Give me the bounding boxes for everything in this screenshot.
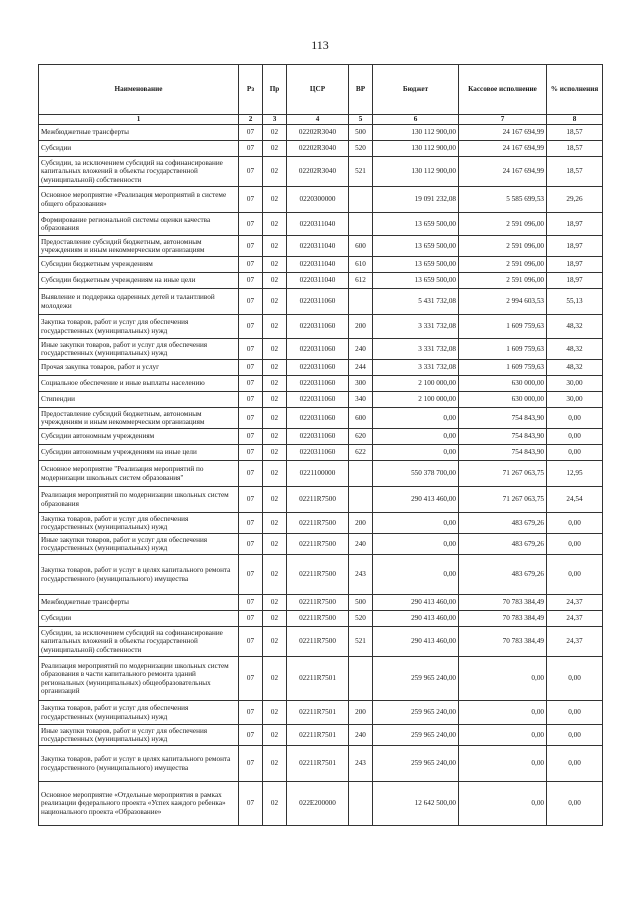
cell-budget: 290 413 460,00 [373,595,459,611]
cell-pct: 24,37 [547,627,603,657]
cell-kassa: 483 679,26 [459,513,547,534]
cell-vr: 620 [349,429,373,445]
cell-pr: 02 [263,376,287,392]
cell-pct: 0,00 [547,513,603,534]
cell-pr: 02 [263,725,287,746]
cell-kassa: 24 167 694,99 [459,157,547,187]
cell-pr: 02 [263,555,287,595]
cell-vr [349,782,373,826]
table-row [39,657,603,701]
cell-budget: 13 659 500,00 [373,213,459,236]
cell-name: Субсидии, за исключением субсидий на софинансирование капитальных вложений в объекты государственной (муниципальной) собственности [39,157,239,187]
cell-name: Иные закупки товаров, работ и услуг для обеспечения государственных (муниципальных) нужд [39,725,239,746]
cell-kassa: 630 000,00 [459,392,547,408]
cell-pct: 48,32 [547,360,603,376]
table-row [39,487,603,513]
cell-rz: 07 [239,125,263,141]
cell-vr [349,461,373,487]
cell-budget: 0,00 [373,445,459,461]
cell-pct: 0,00 [547,657,603,701]
cell-kassa: 1 609 759,63 [459,339,547,360]
cell-pct: 18,57 [547,141,603,157]
cell-rz: 07 [239,236,263,257]
cell-name: Закупка товаров, работ и услуг для обеспечения государственных (муниципальных) нужд [39,513,239,534]
cell-name: Основное мероприятие «Отдельные мероприятия в рамках реализации федерального проекта «Успех каждого ребенка» национального проекта «Образование» [39,782,239,826]
cell-vr: 500 [349,595,373,611]
cell-budget: 290 413 460,00 [373,611,459,627]
cell-vr: 200 [349,701,373,725]
cell-budget: 0,00 [373,408,459,429]
cell-pct: 18,97 [547,213,603,236]
cell-name: Межбюджетные трансферты [39,595,239,611]
table-row [39,746,603,782]
cell-vr: 520 [349,611,373,627]
cell-name: Субсидии автономным учреждениям на иные цели [39,445,239,461]
cell-rz: 07 [239,392,263,408]
cell-rz: 07 [239,611,263,627]
cell-csr: 0221100000 [287,461,349,487]
column-number: 1 [39,115,239,125]
cell-budget: 0,00 [373,555,459,595]
cell-csr: 02211R7500 [287,595,349,611]
cell-kassa: 2 591 096,00 [459,273,547,289]
cell-csr: 02211R7500 [287,611,349,627]
table-row [39,445,603,461]
cell-name: Субсидии бюджетным учреждениям [39,257,239,273]
cell-kassa: 754 843,90 [459,429,547,445]
cell-pct: 24,37 [547,611,603,627]
table-row [39,408,603,429]
cell-pct: 0,00 [547,725,603,746]
cell-pr: 02 [263,289,287,315]
cell-pct: 12,95 [547,461,603,487]
cell-pr: 02 [263,257,287,273]
cell-pr: 02 [263,627,287,657]
cell-pct: 18,97 [547,257,603,273]
page-number: 113 [311,38,329,52]
cell-csr: 02211R7500 [287,555,349,595]
cell-budget: 259 965 240,00 [373,725,459,746]
cell-budget: 0,00 [373,534,459,555]
cell-pct: 0,00 [547,408,603,429]
cell-rz: 07 [239,187,263,213]
cell-pct: 0,00 [547,534,603,555]
cell-vr: 521 [349,627,373,657]
cell-pct: 18,57 [547,157,603,187]
cell-name: Субсидии [39,611,239,627]
cell-vr: 243 [349,555,373,595]
cell-budget: 259 965 240,00 [373,657,459,701]
cell-kassa: 24 167 694,99 [459,141,547,157]
cell-vr: 300 [349,376,373,392]
cell-rz: 07 [239,782,263,826]
cell-pct: 48,32 [547,315,603,339]
cell-csr: 0220311040 [287,236,349,257]
cell-csr: 0220311060 [287,339,349,360]
cell-kassa: 1 609 759,63 [459,315,547,339]
cell-kassa: 630 000,00 [459,376,547,392]
cell-pr: 02 [263,408,287,429]
cell-budget: 13 659 500,00 [373,236,459,257]
cell-name: Субсидии [39,141,239,157]
cell-vr: 340 [349,392,373,408]
cell-csr: 022E200000 [287,782,349,826]
cell-vr: 200 [349,513,373,534]
cell-csr: 0220311060 [287,289,349,315]
table-row [39,273,603,289]
table-row [39,461,603,487]
table-row [39,627,603,657]
cell-vr: 622 [349,445,373,461]
cell-rz: 07 [239,445,263,461]
table-row [39,534,603,555]
table-row [39,213,603,236]
table-row [39,257,603,273]
cell-pct: 0,00 [547,782,603,826]
cell-kassa: 483 679,26 [459,534,547,555]
column-number: 3 [263,115,287,125]
cell-rz: 07 [239,487,263,513]
cell-csr: 02202R3040 [287,157,349,187]
cell-csr: 0220311040 [287,213,349,236]
cell-pr: 02 [263,611,287,627]
cell-kassa: 2 591 096,00 [459,257,547,273]
cell-rz: 07 [239,289,263,315]
cell-pr: 02 [263,213,287,236]
cell-name: Реализация мероприятий по модернизации школьных систем образования [39,487,239,513]
cell-csr: 02211R7500 [287,487,349,513]
cell-rz: 07 [239,273,263,289]
cell-rz: 07 [239,315,263,339]
cell-budget: 2 100 000,00 [373,376,459,392]
table-row [39,125,603,141]
cell-vr: 243 [349,746,373,782]
cell-rz: 07 [239,408,263,429]
cell-kassa: 70 783 384,49 [459,611,547,627]
cell-budget: 290 413 460,00 [373,487,459,513]
cell-name: Межбюджетные трансферты [39,125,239,141]
cell-name: Субсидии бюджетным учреждениям на иные цели [39,273,239,289]
cell-rz: 07 [239,746,263,782]
cell-pr: 02 [263,141,287,157]
budget-execution-table [38,64,603,826]
header-kassa: Кассовое исполнение [459,65,547,115]
table-row [39,157,603,187]
cell-name: Реализация мероприятий по модернизации школьных систем образования в части капитального ремонта зданий региональных (муниципальных) общеобразовательных организаций [39,657,239,701]
cell-name: Иные закупки товаров, работ и услуг для обеспечения государственных (муниципальных) нужд [39,534,239,555]
table-row [39,339,603,360]
cell-name: Закупка товаров, работ и услуг в целях капитального ремонта государственного (муниципального) имущества [39,746,239,782]
cell-pct: 30,00 [547,376,603,392]
cell-vr: 600 [349,408,373,429]
cell-csr: 02211R7500 [287,534,349,555]
table-row [39,236,603,257]
cell-budget: 130 112 900,00 [373,157,459,187]
cell-csr: 02211R7501 [287,657,349,701]
cell-csr: 02202R3040 [287,125,349,141]
cell-kassa: 24 167 694,99 [459,125,547,141]
cell-budget: 0,00 [373,513,459,534]
cell-csr: 0220311060 [287,315,349,339]
cell-pr: 02 [263,445,287,461]
cell-csr: 0220311060 [287,392,349,408]
cell-budget: 259 965 240,00 [373,746,459,782]
cell-pr: 02 [263,461,287,487]
table-row [39,429,603,445]
table-row [39,392,603,408]
header-csr: ЦСР [287,65,349,115]
table-row [39,513,603,534]
header-pct: % исполнения [547,65,603,115]
cell-csr: 0220311060 [287,408,349,429]
cell-pr: 02 [263,187,287,213]
table-row [39,141,603,157]
cell-budget: 259 965 240,00 [373,701,459,725]
cell-name: Стипендии [39,392,239,408]
cell-budget: 290 413 460,00 [373,627,459,657]
cell-csr: 0220311060 [287,376,349,392]
cell-budget: 13 659 500,00 [373,273,459,289]
cell-pr: 02 [263,701,287,725]
cell-kassa: 754 843,90 [459,445,547,461]
header-row [39,65,603,115]
cell-budget: 130 112 900,00 [373,125,459,141]
cell-pct: 0,00 [547,746,603,782]
cell-budget: 3 331 732,08 [373,339,459,360]
cell-rz: 07 [239,513,263,534]
cell-budget: 12 642 500,00 [373,782,459,826]
cell-rz: 07 [239,157,263,187]
cell-budget: 3 331 732,08 [373,315,459,339]
cell-pr: 02 [263,360,287,376]
table-row [39,187,603,213]
cell-name: Закупка товаров, работ и услуг для обеспечения государственных (муниципальных) нужд [39,315,239,339]
cell-rz: 07 [239,627,263,657]
cell-pr: 02 [263,339,287,360]
table-row [39,725,603,746]
cell-csr: 0220311040 [287,273,349,289]
cell-csr: 0220311060 [287,445,349,461]
cell-name: Субсидии, за исключением субсидий на софинансирование капитальных вложений в объекты государственной (муниципальной) собственности [39,627,239,657]
cell-pct: 18,97 [547,236,603,257]
cell-pct: 0,00 [547,445,603,461]
cell-vr: 600 [349,236,373,257]
header-vr: ВР [349,65,373,115]
cell-pr: 02 [263,595,287,611]
cell-kassa: 71 267 063,75 [459,461,547,487]
cell-pct: 24,37 [547,595,603,611]
table-row [39,555,603,595]
cell-vr: 240 [349,725,373,746]
cell-pr: 02 [263,157,287,187]
cell-rz: 07 [239,534,263,555]
cell-name: Предоставление субсидий бюджетным, автономным учреждениям и иным некоммерческим организациям [39,408,239,429]
cell-name: Основное мероприятие «Реализация мероприятий в системе общего образования» [39,187,239,213]
cell-rz: 07 [239,339,263,360]
cell-pr: 02 [263,392,287,408]
column-number: 4 [287,115,349,125]
cell-kassa: 2 591 096,00 [459,213,547,236]
cell-name: Прочая закупка товаров, работ и услуг [39,360,239,376]
header-name: Наименование [39,65,239,115]
cell-kassa: 754 843,90 [459,408,547,429]
column-number-row [39,115,603,125]
cell-name: Основное мероприятие "Реализация мероприятий по модернизации школьных систем образования" [39,461,239,487]
column-number: 5 [349,115,373,125]
cell-kassa: 0,00 [459,701,547,725]
cell-budget: 550 378 700,00 [373,461,459,487]
cell-pr: 02 [263,273,287,289]
header-budget: Бюджет [373,65,459,115]
cell-vr [349,187,373,213]
cell-pct: 48,32 [547,339,603,360]
cell-kassa: 71 267 063,75 [459,487,547,513]
cell-name: Закупка товаров, работ и услуг в целях капитального ремонта государственного (муниципального) имущества [39,555,239,595]
cell-pr: 02 [263,513,287,534]
cell-kassa: 0,00 [459,657,547,701]
cell-rz: 07 [239,429,263,445]
cell-budget: 5 431 732,08 [373,289,459,315]
cell-rz: 07 [239,213,263,236]
cell-vr [349,289,373,315]
cell-csr: 0220311060 [287,429,349,445]
cell-vr: 520 [349,141,373,157]
cell-kassa: 0,00 [459,782,547,826]
cell-name: Предоставление субсидий бюджетным, автономным учреждениям и иным некоммерческим организациям [39,236,239,257]
table-row [39,315,603,339]
cell-kassa: 70 783 384,49 [459,627,547,657]
cell-rz: 07 [239,376,263,392]
cell-kassa: 70 783 384,49 [459,595,547,611]
cell-name: Выявление и поддержка одаренных детей и талантливой молодежи [39,289,239,315]
cell-name: Социальное обеспечение и иные выплаты населению [39,376,239,392]
cell-pct: 24,54 [547,487,603,513]
table-body [39,125,603,826]
cell-vr: 612 [349,273,373,289]
table-row [39,376,603,392]
cell-budget: 19 091 232,08 [373,187,459,213]
cell-pr: 02 [263,746,287,782]
cell-csr: 02211R7501 [287,701,349,725]
cell-kassa: 1 609 759,63 [459,360,547,376]
cell-rz: 07 [239,461,263,487]
table-row [39,360,603,376]
table-row [39,701,603,725]
cell-vr [349,657,373,701]
cell-kassa: 2 994 603,53 [459,289,547,315]
cell-vr: 240 [349,534,373,555]
cell-budget: 3 331 732,08 [373,360,459,376]
table-row [39,289,603,315]
table-row [39,611,603,627]
cell-pct: 18,57 [547,125,603,141]
column-number: 2 [239,115,263,125]
cell-csr: 02211R7501 [287,725,349,746]
cell-csr: 02211R7501 [287,746,349,782]
cell-pct: 55,13 [547,289,603,315]
cell-csr: 0220300000 [287,187,349,213]
cell-budget: 130 112 900,00 [373,141,459,157]
cell-vr [349,487,373,513]
cell-pr: 02 [263,487,287,513]
cell-vr: 610 [349,257,373,273]
cell-vr: 240 [349,339,373,360]
cell-pr: 02 [263,236,287,257]
cell-csr: 0220311040 [287,257,349,273]
cell-name: Субсидии автономным учреждениям [39,429,239,445]
cell-rz: 07 [239,360,263,376]
cell-pct: 0,00 [547,429,603,445]
cell-name: Иные закупки товаров, работ и услуг для обеспечения государственных (муниципальных) нужд [39,339,239,360]
cell-pct: 29,26 [547,187,603,213]
cell-kassa: 0,00 [459,725,547,746]
cell-rz: 07 [239,701,263,725]
table-row [39,595,603,611]
cell-kassa: 483 679,26 [459,555,547,595]
cell-name: Закупка товаров, работ и услуг для обеспечения государственных (муниципальных) нужд [39,701,239,725]
column-number: 6 [373,115,459,125]
cell-vr: 521 [349,157,373,187]
cell-budget: 2 100 000,00 [373,392,459,408]
cell-pct: 18,97 [547,273,603,289]
cell-vr: 200 [349,315,373,339]
cell-pct: 0,00 [547,555,603,595]
cell-vr: 500 [349,125,373,141]
column-number: 8 [547,115,603,125]
cell-pr: 02 [263,315,287,339]
header-pr: Пр [263,65,287,115]
cell-rz: 07 [239,555,263,595]
cell-csr: 02211R7500 [287,513,349,534]
cell-pr: 02 [263,125,287,141]
cell-kassa: 2 591 096,00 [459,236,547,257]
cell-rz: 07 [239,657,263,701]
cell-pr: 02 [263,782,287,826]
cell-vr: 244 [349,360,373,376]
cell-csr: 02202R3040 [287,141,349,157]
cell-vr [349,213,373,236]
cell-pr: 02 [263,534,287,555]
cell-rz: 07 [239,257,263,273]
cell-csr: 02211R7500 [287,627,349,657]
table-row [39,782,603,826]
column-number: 7 [459,115,547,125]
cell-name: Формирование региональной системы оценки качества образования [39,213,239,236]
header-rz: Рз [239,65,263,115]
cell-rz: 07 [239,595,263,611]
cell-pct: 30,00 [547,392,603,408]
cell-budget: 0,00 [373,429,459,445]
cell-pr: 02 [263,657,287,701]
cell-kassa: 0,00 [459,746,547,782]
cell-pct: 0,00 [547,701,603,725]
cell-budget: 13 659 500,00 [373,257,459,273]
cell-pr: 02 [263,429,287,445]
cell-kassa: 5 585 699,53 [459,187,547,213]
cell-rz: 07 [239,141,263,157]
cell-rz: 07 [239,725,263,746]
cell-csr: 0220311060 [287,360,349,376]
